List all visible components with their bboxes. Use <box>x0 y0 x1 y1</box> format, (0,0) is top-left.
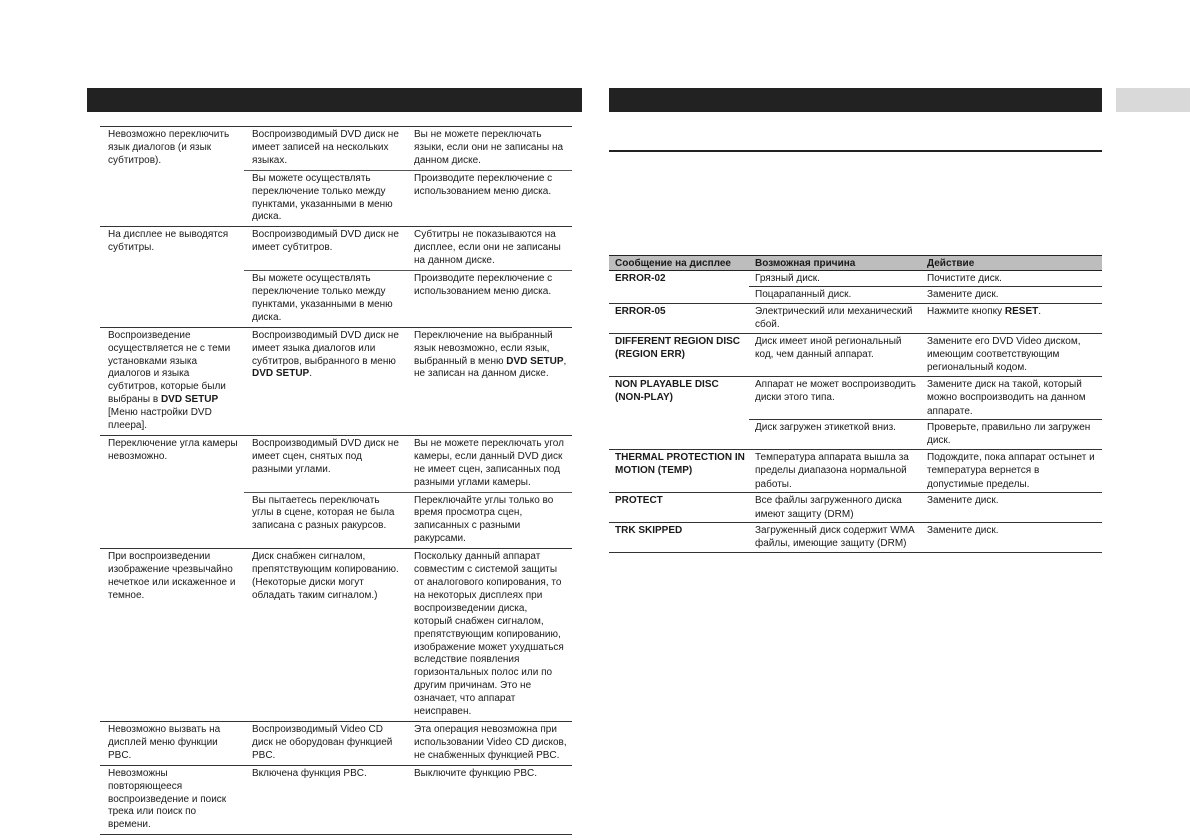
action-cell: Нажмите кнопку RESET. <box>921 303 1102 333</box>
cause-cell: Воспроизводимый DVD диск не имеет языка диалогов или субтитров, выбранного в меню DVD SETUP. <box>244 327 406 435</box>
action-cell: Замените диск на такой, который можно воспроизводить на данном аппарате. <box>921 376 1102 419</box>
message-cell: THERMAL PROTECTION IN MOTION (TEMP) <box>609 449 749 492</box>
column-header: Сообщение на дисплее <box>609 256 749 271</box>
action-cell: Переключение на выбранный язык невозможно, если язык, выбранный в меню DVD SETUP, не записан на данном диске. <box>406 327 572 435</box>
reset-button-label: RESET <box>1004 305 1039 317</box>
cause-cell: Температура аппарата вышла за пределы диапазона нормальной работы. <box>749 449 921 492</box>
table-row <box>100 127 572 171</box>
action-cell: Поскольку данный аппарат совместим с системой защиты от аналогового копирования, то на некоторых дисплеях при воспроизведении диска, который снабжен сигналом, препятствующим копированию, изображение может ухудшаться вследствие появления горизонтальных полос или по другим причинам. Это не означает, что аппарат неисправен. <box>406 549 572 722</box>
column-header: Возможная причина <box>749 256 921 271</box>
column-header: Действие <box>921 256 1102 271</box>
action-cell: Почистите диск. <box>921 271 1102 287</box>
problem-cell: Воспроизведение осуществляется не с теми установками языка диалогов и языка субтитров, которые были выбраны в DVD SETUP [Меню настройки DVD плеера]. <box>100 327 244 435</box>
cause-cell: Диск снабжен сигналом, препятствующим копированию. (Некоторые диски могут обладать таким сигналом.) <box>244 549 406 722</box>
action-cell: Подождите, пока аппарат остынет и температура вернется в допустимые пределы. <box>921 449 1102 492</box>
message-cell: NON PLAYABLE DISC (NON-PLAY) <box>609 376 749 449</box>
cause-cell: Вы можете осуществлять переключение только между пунктами, указанными в меню диска. <box>244 170 406 227</box>
action-cell: Замените его DVD Video диском, имеющим соответствующим региональный кодом. <box>921 333 1102 376</box>
page-tab-marker <box>1116 88 1190 112</box>
table-row <box>100 227 572 271</box>
cause-cell: Поцарапанный диск. <box>749 287 921 303</box>
section-divider <box>609 150 1102 152</box>
table-row <box>100 549 572 722</box>
table-header-row <box>609 256 1102 271</box>
cause-cell: Воспроизводимый Video CD диск не оборудован функцией PBC. <box>244 721 406 765</box>
dvd-setup-label: DVD SETUP <box>252 368 310 380</box>
dvd-setup-label: DVD SETUP <box>506 355 564 367</box>
cause-cell: Воспроизводимый DVD диск не имеет записей на нескольких языках. <box>244 127 406 171</box>
action-cell: Вы не можете переключать языки, если они не записаны на данном диске. <box>406 127 572 171</box>
section-header-bar-right <box>609 88 1102 112</box>
action-cell: Вы не можете переключать угол камеры, если данный DVD диск не имеет сцен, записанных под разными углами камеры. <box>406 435 572 492</box>
message-cell: ERROR-05 <box>609 303 749 333</box>
problem-cell: Невозможны повторяющееся воспроизведение и поиск трека или поиск по времени. <box>100 765 244 835</box>
cause-cell: Воспроизводимый DVD диск не имеет субтитров. <box>244 227 406 271</box>
message-cell: ERROR-02 <box>609 271 749 304</box>
table-row <box>609 493 1102 523</box>
problem-cell: При воспроизведении изображение чрезвычайно нечеткое или искаженное и темное. <box>100 549 244 722</box>
action-cell: Эта операция невозможна при использовании Video CD дисков, не снабженных функцией PBC. <box>406 721 572 765</box>
message-cell: PROTECT <box>609 493 749 523</box>
problem-cell: На дисплее не выводятся субтитры. <box>100 227 244 327</box>
action-cell: Производите переключение с использованием меню диска. <box>406 170 572 227</box>
table-row <box>609 271 1102 287</box>
table-row <box>100 721 572 765</box>
table-row <box>100 765 572 835</box>
cause-cell: Аппарат не может воспроизводить диски этого типа. <box>749 376 921 419</box>
problem-cell: Невозможно переключить язык диалогов (и язык субтитров). <box>100 127 244 227</box>
table-row <box>609 376 1102 419</box>
table-row <box>609 449 1102 492</box>
message-cell: DIFFERENT REGION DISC (REGION ERR) <box>609 333 749 376</box>
cause-cell: Воспроизводимый DVD диск не имеет сцен, снятых под разными углами. <box>244 435 406 492</box>
troubleshooting-table <box>100 126 572 835</box>
cause-cell: Включена функция PBC. <box>244 765 406 835</box>
message-cell: TRK SKIPPED <box>609 522 749 552</box>
cause-cell: Электрический или механический сбой. <box>749 303 921 333</box>
problem-cell: Переключение угла камеры невозможно. <box>100 435 244 548</box>
cause-cell: Грязный диск. <box>749 271 921 287</box>
cause-cell: Вы можете осуществлять переключение только между пунктами, указанными в меню диска. <box>244 271 406 328</box>
table-row <box>609 522 1102 552</box>
cause-cell: Вы пытаетесь переключать углы в сцене, которая не была записана с разных ракурсов. <box>244 492 406 549</box>
problem-cell: Невозможно вызвать на дисплей меню функции PBC. <box>100 721 244 765</box>
error-messages-table <box>609 255 1102 553</box>
action-cell: Субтитры не показываются на дисплее, если они не записаны на данном диске. <box>406 227 572 271</box>
cause-cell: Все файлы загруженного диска имеют защиту (DRM) <box>749 493 921 523</box>
section-header-bar-left <box>87 88 582 112</box>
table-row <box>100 435 572 492</box>
action-cell: Замените диск. <box>921 493 1102 523</box>
action-cell: Замените диск. <box>921 287 1102 303</box>
action-cell: Выключите функцию PBC. <box>406 765 572 835</box>
action-cell: Проверьте, правильно ли загружен диск. <box>921 420 1102 450</box>
action-cell: Производите переключение с использованием меню диска. <box>406 271 572 328</box>
dvd-setup-label: DVD SETUP <box>160 394 219 406</box>
table-row <box>100 327 572 435</box>
action-cell: Переключайте углы только во время просмотра сцен, записанных с разными ракурсами. <box>406 492 572 549</box>
action-cell: Замените диск. <box>921 522 1102 552</box>
table-row <box>609 333 1102 376</box>
table-row <box>609 303 1102 333</box>
cause-cell: Диск имеет иной региональный код, чем данный аппарат. <box>749 333 921 376</box>
cause-cell: Диск загружен этикеткой вниз. <box>749 420 921 450</box>
cause-cell: Загруженный диск содержит WMA файлы, имеющие защиту (DRM) <box>749 522 921 552</box>
